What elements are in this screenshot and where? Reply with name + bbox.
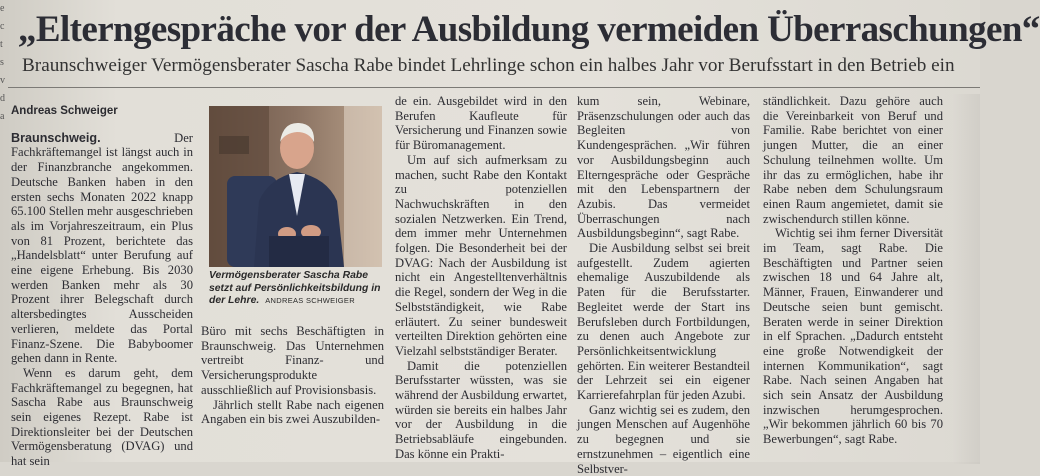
- paragraph: Damit die potenziellen Berufsstarter wüssten, was sie während der Ausbildung erwartet, würden sie bereits ein halbes Jahr vor der Ausbildung in die Betriebsabläufe eingebunden. Das könne ein Prakti-: [395, 358, 567, 461]
- edge-letter: t: [0, 39, 3, 50]
- header-divider: [8, 87, 980, 88]
- paragraph: kum sein, Webinare, Präsenzschulungen oder auch das Begleiten von Kundengesprächen. „Wir führen vor Ausbildungsbeginn auch Elterngespräche oder Gespräche mit den Lebenspartnern der Azubis. Das vermeidet Überraschungen nach Ausbildungsbeginn“, sagt Rabe.: [577, 94, 750, 241]
- article-column-5: [763, 94, 943, 447]
- photo-caption: Vermögensberater Sascha Rabe setzt auf Persönlichkeitsbildung in der Lehre. ANDREAS SCHWEIGER: [209, 270, 381, 306]
- author-byline: Andreas Schweiger: [11, 105, 118, 117]
- paragraph: Die Ausbildung selbst sei breit aufgestellt. Zudem agierten ehemalige Auszubildende als Paten für die Berufsstarter. Begleitet werde der Start ins Berufsleben durch Fortbildungen, zu denen auch Angebote zur Persönlichkeitsentwicklung gehörten. Ein weiterer Bestandteil der Lehrzeit sei ein eigener Karrierefahrplan für jeden Azubi.: [577, 241, 750, 403]
- paragraph: Ganz wichtig sei es zudem, den jungen Menschen auf Augenhöhe zu begegnen und sie ernstzunehmen – eigentlich eine Selbstver-: [577, 402, 750, 476]
- article-headline: „Elterngespräche vor der Ausbildung vermeiden Überraschungen“: [18, 9, 1040, 50]
- article-photo: [209, 106, 382, 267]
- paragraph: Braunschweig. Der Fachkräftemangel ist längst auch in der Finanzbranche angekommen. Deutsche Banken haben in den ersten sechs Monaten 2022 knapp 65.100 Stellen mehr ausgeschrieben als im Vorjahreszeitraum, ein Plus von 81 Prozent, berichtete das „Handelsblatt“ unter Berufung auf eine eigene Erhebung. Bis 2030 werden Banken mehr als 30 Prozent ihrer Belegschaft durch altersbedingtes Ausscheiden verlieren, meldete das Portal Finanz-Szene. Die Babyboomer gehen dann in Rente.: [11, 130, 193, 366]
- edge-letter: a: [0, 111, 5, 122]
- dateline: Braunschweig.: [11, 130, 101, 145]
- edge-letter: v: [0, 75, 5, 86]
- article-column-4: [577, 94, 750, 476]
- article-column-1: [11, 94, 193, 469]
- edge-letter: c: [0, 21, 5, 32]
- portrait-illustration: [209, 106, 382, 267]
- edge-letter: e: [0, 3, 5, 14]
- edge-letter: d: [0, 93, 5, 104]
- paragraph: Um auf sich aufmerksam zu machen, sucht Rabe den Kontakt zu potenziellen Nachwuchskräften in den sozialen Netzwerken. Ein Trend, dem immer mehr Unternehmen folgen. Die Besonderheit bei der DVAG: Nach der Ausbildung ist nicht ein Angestelltenverhältnis die Regel, sondern der Weg in die Selbstständigkeit, wie Rabe erläutert. Zu seiner bundesweit verteilten Direktion gehörten eine Vielzahl selbstständiger Berater.: [395, 152, 567, 358]
- edge-letter: s: [0, 57, 4, 68]
- article-subheadline: Braunschweiger Vermögensberater Sascha Rabe bindet Lehrlinge schon ein halbes Jahr vor Berufsstart in den Betrieb ein: [22, 55, 955, 76]
- paragraph: Wichtig sei ihm ferner Diversität im Team, sagt Rabe. Die Beschäftigten und Partner seien zwischen 18 und 64 Jahre alt, Männer, Frauen, Einwanderer und Deutsche seien bunt gemischt. Beraten werde in seiner Direktion in elf Sprachen. „Dadurch entsteht eine große Notwendigkeit der internen Kommunikation“, sagt Rabe. Nach seinen Angaben hat sich sein Ansatz der Ausbildung inzwischen herumgesprochen. „Wir bekommen jährlich 60 bis 70 Bewerbungen“, sagt Rabe.: [763, 226, 943, 447]
- paragraph: Büro mit sechs Beschäftigten in Braunschweig. Das Unternehmen vertreibt Finanz- und Versicherungsprodukte ausschließlich auf Provisionsbasis.: [201, 324, 384, 397]
- paragraph: Jährlich stellt Rabe nach eigenen Angaben ein bis zwei Auszubilden-: [201, 397, 384, 427]
- page-shadow: [952, 94, 980, 464]
- paragraph: Wenn es darum geht, dem Fachkräftemangel zu begegnen, hat Sascha Rabe aus Braunschweig sein eigenes Rezept. Rabe ist Direktionsleiter bei der Deutschen Vermögensberatung (DVAG) und hat sein: [11, 365, 193, 469]
- photo-credit: ANDREAS SCHWEIGER: [265, 296, 355, 305]
- article-column-3: [395, 94, 567, 462]
- paragraph: ständlichkeit. Dazu gehöre auch die Vereinbarkeit von Beruf und Familie. Rabe berichtet von einer jungen Mutter, die an einer Schulung teilnehmen wollte. Um ihr das zu ermöglichen, habe ihr Rabe neben dem Schulungsraum einen Raum angemietet, damit sie zwischendurch stillen könne.: [763, 94, 943, 226]
- adjacent-column-fragment: [0, 0, 10, 126]
- paragraph: de ein. Ausgebildet wird in den Berufen Kaufleute für Versicherung und Finanzen sowie für Büromanagement.: [395, 94, 567, 153]
